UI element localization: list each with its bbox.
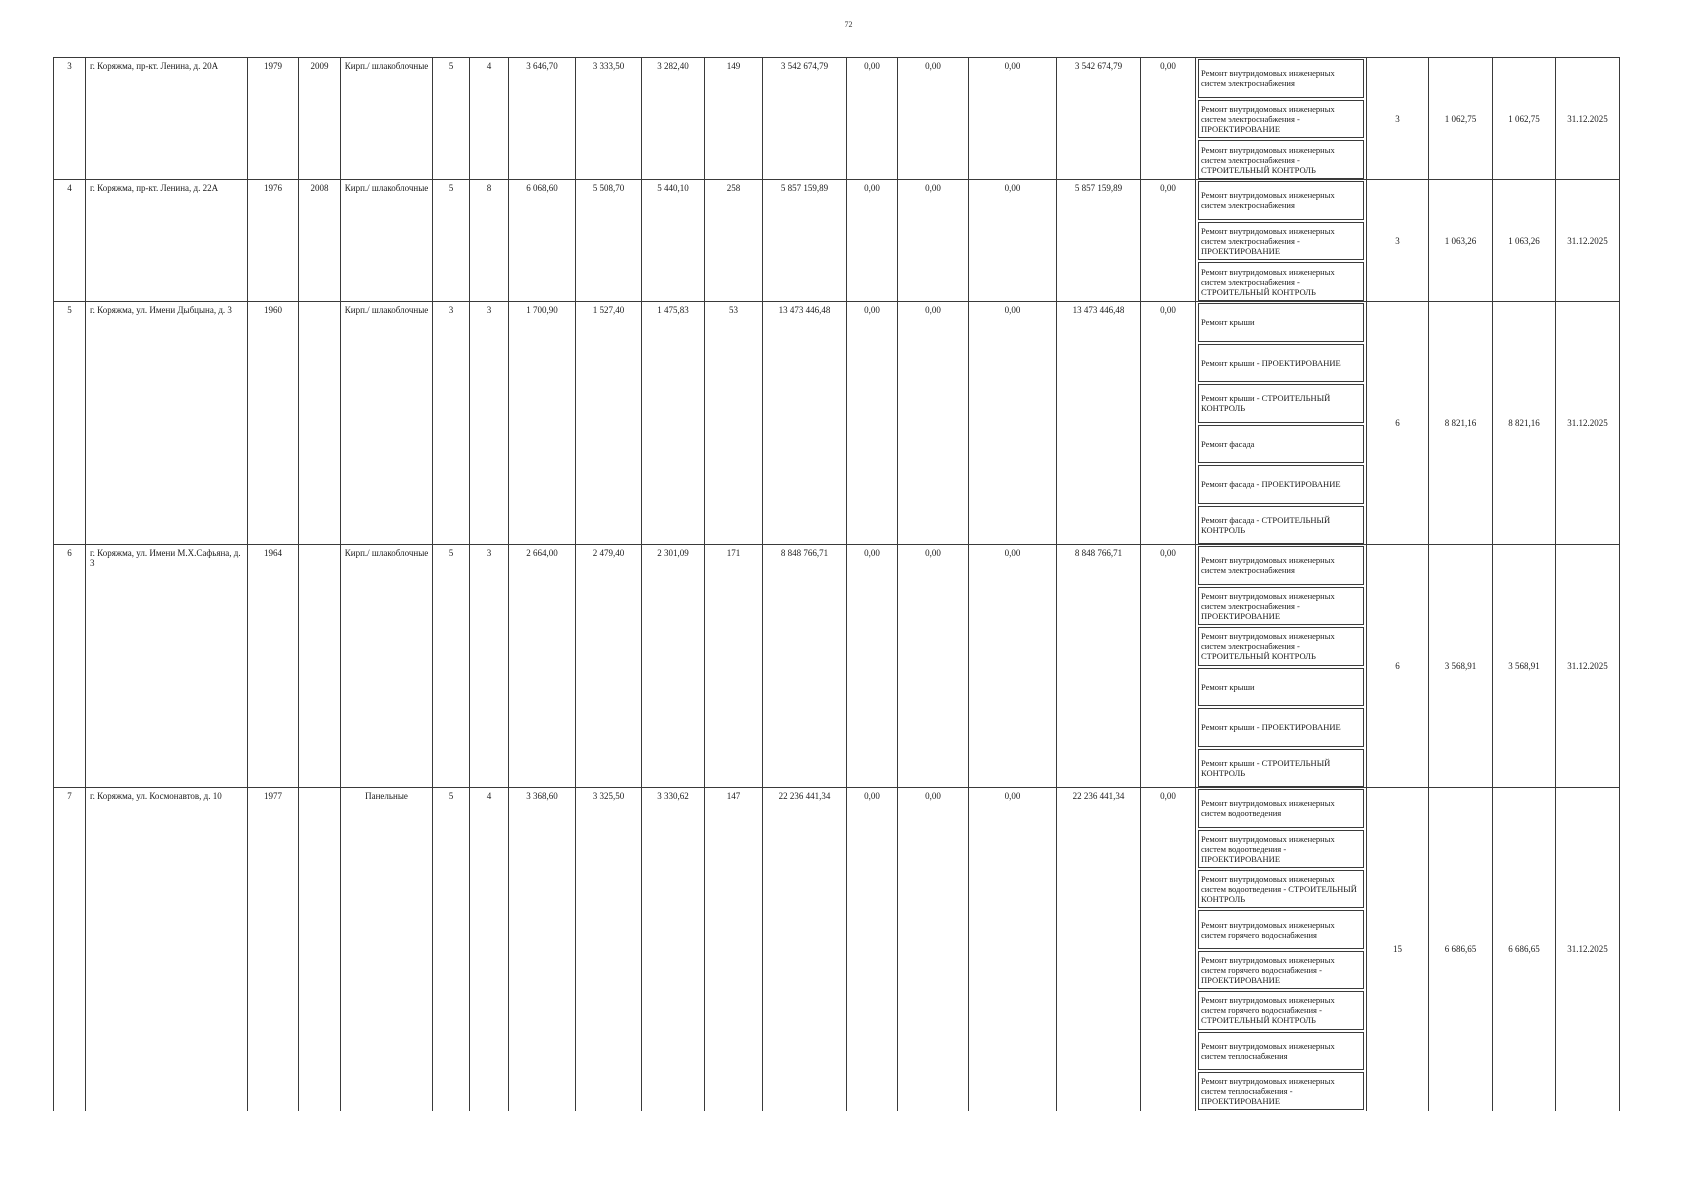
work-item: Ремонт крыши: [1198, 668, 1364, 707]
cell-fund-federal: 0,00: [847, 302, 898, 545]
cell-fund-federal: 0,00: [847, 545, 898, 788]
works-list: [1196, 545, 1366, 787]
cell-fund-owners: 5 857 159,89: [1057, 180, 1141, 302]
cell-works-count: 6: [1367, 545, 1429, 788]
cell-deadline: 31.12.2025: [1556, 58, 1620, 180]
cell-area-premises: 2 479,40: [576, 545, 642, 788]
cell-unit-cost: 1 062,75: [1429, 58, 1493, 180]
cell-num: 3: [54, 58, 86, 180]
cell-address: г. Коряжма, пр-кт. Ленина, д. 22А: [86, 180, 248, 302]
cell-cost-total: 13 473 446,48: [763, 302, 847, 545]
work-item: Ремонт фасада - СТРОИТЕЛЬНЫЙ КОНТРОЛЬ: [1198, 506, 1364, 545]
work-item: Ремонт внутридомовых инженерных систем теплоснабжения: [1198, 1032, 1364, 1070]
works-list: [1196, 58, 1366, 179]
cell-area-premises: 5 508,70: [576, 180, 642, 302]
cell-area-premises: 3 333,50: [576, 58, 642, 180]
cell-fund-local: 0,00: [969, 180, 1057, 302]
repair-program-table: [53, 57, 1620, 1111]
work-item: Ремонт внутридомовых инженерных систем горячего водоснабжения: [1198, 910, 1364, 948]
cell-area-premises: 1 527,40: [576, 302, 642, 545]
cell-works-count: 3: [1367, 180, 1429, 302]
cell-year-overhaul: [299, 545, 341, 788]
work-item: Ремонт крыши: [1198, 303, 1364, 342]
cell-total-area: 3 646,70: [509, 58, 576, 180]
cell-num: 7: [54, 788, 86, 1111]
work-item: Ремонт внутридомовых инженерных систем электроснабжения - ПРОЕКТИРОВАНИЕ: [1198, 222, 1364, 261]
cell-num: 6: [54, 545, 86, 788]
cell-area-residential: 1 475,83: [642, 302, 705, 545]
cell-unit-cost: 8 821,16: [1429, 302, 1493, 545]
cell-cost-total: 8 848 766,71: [763, 545, 847, 788]
cell-unit-cost-limit: 3 568,91: [1493, 545, 1556, 788]
cell-fund-regional: 0,00: [898, 180, 969, 302]
cell-year-built: 1964: [248, 545, 299, 788]
cell-fund-local: 0,00: [969, 58, 1057, 180]
cell-works: [1196, 788, 1367, 1111]
cell-residents: 147: [705, 788, 763, 1111]
cell-address: г. Коряжма, ул. Имени Дыбцына, д. 3: [86, 302, 248, 545]
cell-cost-total: 3 542 674,79: [763, 58, 847, 180]
work-item: Ремонт крыши - СТРОИТЕЛЬНЫЙ КОНТРОЛЬ: [1198, 749, 1364, 788]
cell-year-overhaul: 2009: [299, 58, 341, 180]
cell-entrances: 4: [470, 58, 509, 180]
cell-address: г. Коряжма, пр-кт. Ленина, д. 20А: [86, 58, 248, 180]
cell-year-built: 1960: [248, 302, 299, 545]
cell-floors: 5: [433, 545, 470, 788]
work-item: Ремонт внутридомовых инженерных систем электроснабжения - СТРОИТЕЛЬНЫЙ КОНТРОЛЬ: [1198, 627, 1364, 666]
cell-cost-total: 22 236 441,34: [763, 788, 847, 1111]
work-item: Ремонт внутридомовых инженерных систем электроснабжения - ПРОЕКТИРОВАНИЕ: [1198, 100, 1364, 139]
cell-total-area: 2 664,00: [509, 545, 576, 788]
work-item: Ремонт внутридомовых инженерных систем электроснабжения - СТРОИТЕЛЬНЫЙ КОНТРОЛЬ: [1198, 262, 1364, 301]
cell-unit-cost-limit: 1 063,26: [1493, 180, 1556, 302]
cell-fund-regional: 0,00: [898, 788, 969, 1111]
works-list: [1196, 302, 1366, 544]
works-list: [1196, 180, 1366, 301]
cell-address: г. Коряжма, ул. Имени М.Х.Сафьяна, д. 3: [86, 545, 248, 788]
cell-area-premises: 3 325,50: [576, 788, 642, 1111]
work-item: Ремонт внутридомовых инженерных систем электроснабжения: [1198, 59, 1364, 98]
cell-entrances: 4: [470, 788, 509, 1111]
cell-works: [1196, 545, 1367, 788]
work-item: Ремонт внутридомовых инженерных систем водоотведения - ПРОЕКТИРОВАНИЕ: [1198, 830, 1364, 868]
cell-works: [1196, 180, 1367, 302]
cell-works: [1196, 302, 1367, 545]
cell-wall-material: Кирп./ шлакоблочные: [341, 545, 433, 788]
work-item: Ремонт крыши - ПРОЕКТИРОВАНИЕ: [1198, 708, 1364, 747]
cell-unit-cost: 3 568,91: [1429, 545, 1493, 788]
cell-floors: 5: [433, 180, 470, 302]
work-item: Ремонт внутридомовых инженерных систем электроснабжения - СТРОИТЕЛЬНЫЙ КОНТРОЛЬ: [1198, 140, 1364, 179]
cell-deadline: 31.12.2025: [1556, 180, 1620, 302]
cell-year-overhaul: [299, 302, 341, 545]
cell-residents: 171: [705, 545, 763, 788]
cell-unit-cost-limit: 1 062,75: [1493, 58, 1556, 180]
cell-total-area: 3 368,60: [509, 788, 576, 1111]
cell-unit-cost: 1 063,26: [1429, 180, 1493, 302]
cell-wall-material: Кирп./ шлакоблочные: [341, 180, 433, 302]
cell-year-built: 1977: [248, 788, 299, 1111]
work-item: Ремонт внутридомовых инженерных систем теплоснабжения - ПРОЕКТИРОВАНИЕ: [1198, 1072, 1364, 1110]
cell-works-count: 15: [1367, 788, 1429, 1111]
cell-wall-material: Панельные: [341, 788, 433, 1111]
cell-area-residential: 3 282,40: [642, 58, 705, 180]
cell-wall-material: Кирп./ шлакоблочные: [341, 58, 433, 180]
cell-entrances: 3: [470, 302, 509, 545]
cell-floors: 5: [433, 788, 470, 1111]
work-item: Ремонт внутридомовых инженерных систем электроснабжения: [1198, 546, 1364, 585]
cell-deadline: 31.12.2025: [1556, 545, 1620, 788]
cell-fund-local: 0,00: [969, 545, 1057, 788]
cell-works-count: 6: [1367, 302, 1429, 545]
cell-entrances: 8: [470, 180, 509, 302]
cell-unit-cost: 6 686,65: [1429, 788, 1493, 1111]
work-item: Ремонт крыши - ПРОЕКТИРОВАНИЕ: [1198, 344, 1364, 383]
cell-num: 4: [54, 180, 86, 302]
cell-entrances: 3: [470, 545, 509, 788]
cell-fund-regional: 0,00: [898, 302, 969, 545]
cell-year-overhaul: 2008: [299, 180, 341, 302]
cell-fund-owners: 22 236 441,34: [1057, 788, 1141, 1111]
cell-residents: 53: [705, 302, 763, 545]
cell-address: г. Коряжма, ул. Космонавтов, д. 10: [86, 788, 248, 1111]
cell-fund-other: 0,00: [1141, 180, 1196, 302]
cell-fund-owners: 8 848 766,71: [1057, 545, 1141, 788]
cell-fund-federal: 0,00: [847, 58, 898, 180]
table-row: [54, 788, 1620, 1111]
cell-total-area: 6 068,60: [509, 180, 576, 302]
cell-fund-regional: 0,00: [898, 58, 969, 180]
cell-area-residential: 5 440,10: [642, 180, 705, 302]
cell-fund-other: 0,00: [1141, 302, 1196, 545]
table-row: [54, 545, 1620, 788]
cell-floors: 3: [433, 302, 470, 545]
cell-residents: 149: [705, 58, 763, 180]
work-item: Ремонт внутридомовых инженерных систем водоотведения: [1198, 789, 1364, 827]
cell-total-area: 1 700,90: [509, 302, 576, 545]
cell-num: 5: [54, 302, 86, 545]
table-row: [54, 58, 1620, 180]
cell-deadline: 31.12.2025: [1556, 788, 1620, 1111]
cell-fund-federal: 0,00: [847, 180, 898, 302]
work-item: Ремонт фасада - ПРОЕКТИРОВАНИЕ: [1198, 465, 1364, 504]
cell-deadline: 31.12.2025: [1556, 302, 1620, 545]
cell-fund-other: 0,00: [1141, 788, 1196, 1111]
cell-fund-owners: 13 473 446,48: [1057, 302, 1141, 545]
table-row: [54, 180, 1620, 302]
table-row: [54, 302, 1620, 545]
work-item: Ремонт внутридомовых инженерных систем электроснабжения: [1198, 181, 1364, 220]
cell-works-count: 3: [1367, 58, 1429, 180]
work-item: Ремонт крыши - СТРОИТЕЛЬНЫЙ КОНТРОЛЬ: [1198, 384, 1364, 423]
work-item: Ремонт внутридомовых инженерных систем электроснабжения - ПРОЕКТИРОВАНИЕ: [1198, 587, 1364, 626]
cell-cost-total: 5 857 159,89: [763, 180, 847, 302]
cell-year-built: 1976: [248, 180, 299, 302]
cell-fund-federal: 0,00: [847, 788, 898, 1111]
cell-residents: 258: [705, 180, 763, 302]
cell-fund-local: 0,00: [969, 788, 1057, 1111]
work-item: Ремонт внутридомовых инженерных систем водоотведения - СТРОИТЕЛЬНЫЙ КОНТРОЛЬ: [1198, 870, 1364, 908]
cell-fund-regional: 0,00: [898, 545, 969, 788]
cell-works: [1196, 58, 1367, 180]
work-item: Ремонт внутридомовых инженерных систем горячего водоснабжения - СТРОИТЕЛЬНЫЙ КОНТРОЛЬ: [1198, 991, 1364, 1029]
cell-fund-other: 0,00: [1141, 58, 1196, 180]
works-list: [1196, 788, 1366, 1110]
cell-wall-material: Кирп./ шлакоблочные: [341, 302, 433, 545]
cell-area-residential: 3 330,62: [642, 788, 705, 1111]
work-item: Ремонт внутридомовых инженерных систем горячего водоснабжения - ПРОЕКТИРОВАНИЕ: [1198, 951, 1364, 989]
cell-area-residential: 2 301,09: [642, 545, 705, 788]
cell-unit-cost-limit: 6 686,65: [1493, 788, 1556, 1111]
page-number: 72: [844, 20, 853, 29]
cell-fund-local: 0,00: [969, 302, 1057, 545]
cell-floors: 5: [433, 58, 470, 180]
cell-fund-owners: 3 542 674,79: [1057, 58, 1141, 180]
work-item: Ремонт фасада: [1198, 425, 1364, 464]
cell-fund-other: 0,00: [1141, 545, 1196, 788]
cell-unit-cost-limit: 8 821,16: [1493, 302, 1556, 545]
cell-year-overhaul: [299, 788, 341, 1111]
cell-year-built: 1979: [248, 58, 299, 180]
